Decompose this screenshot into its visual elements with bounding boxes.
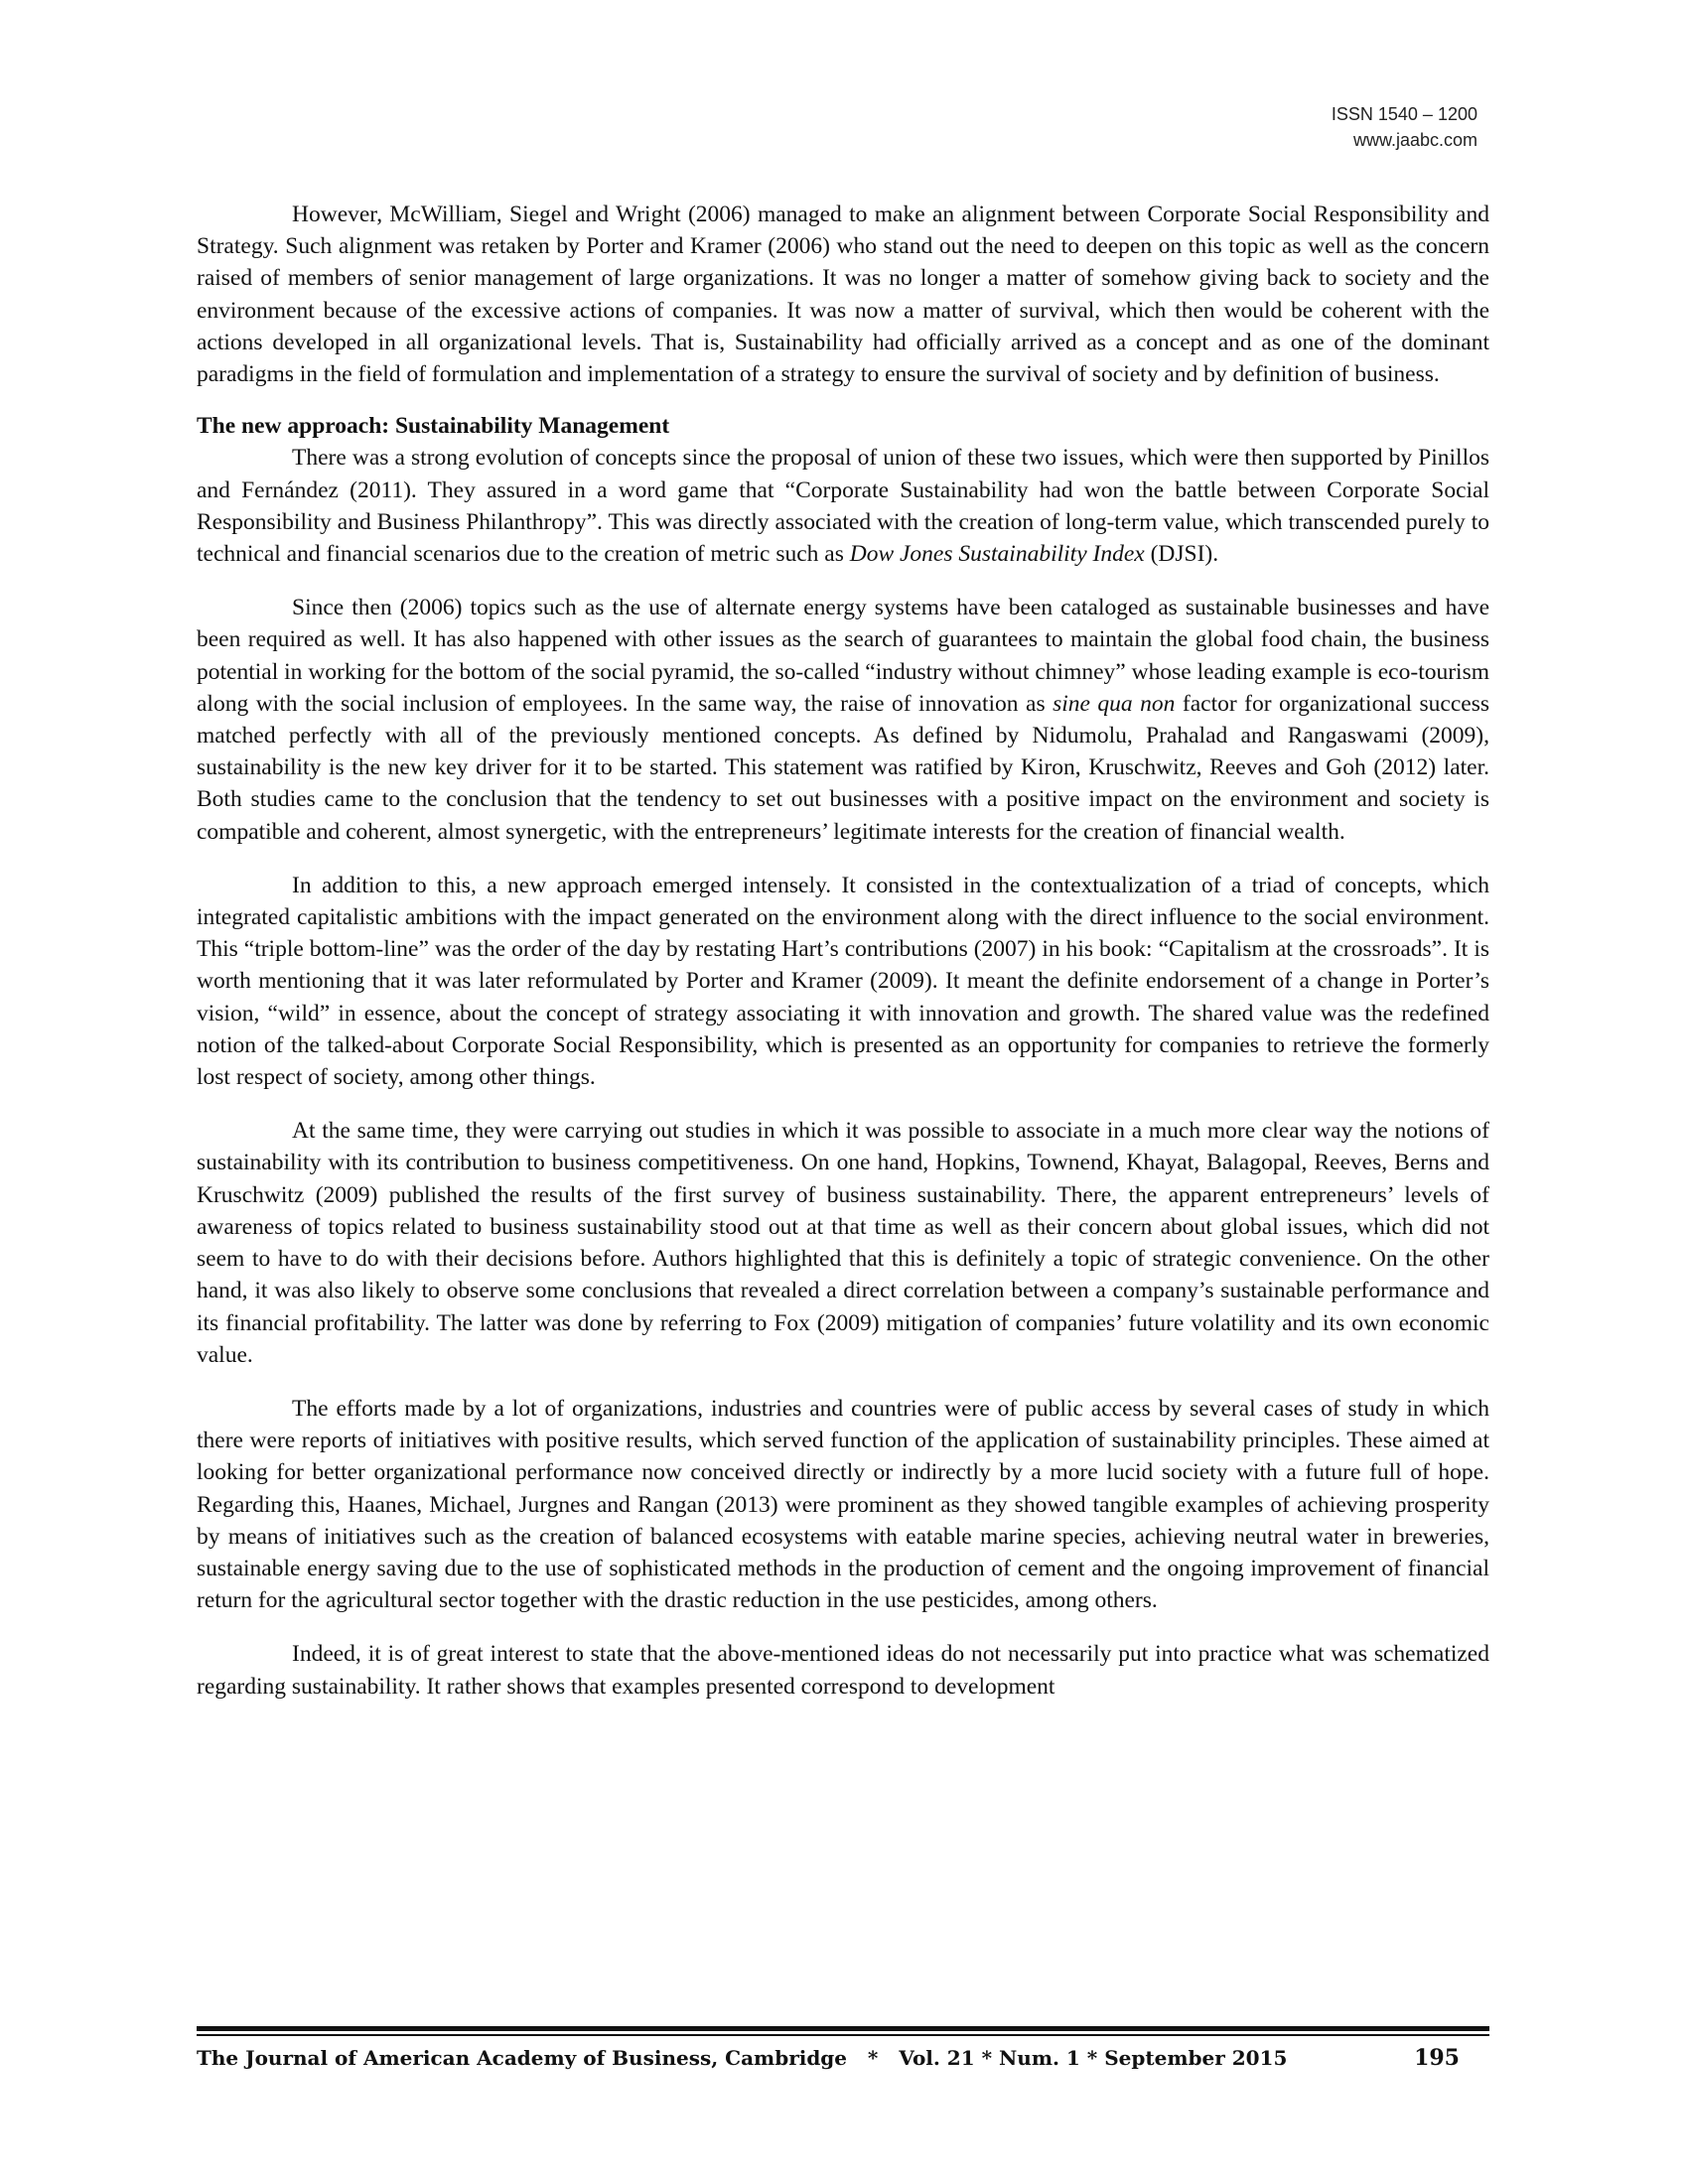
journal-website: www.jaabc.com [1352,130,1477,150]
paragraph-5: At the same time, they were carrying out studies in which it was possible to associate in a much more clear way the notions of sustainability with its contribution to business competitiveness. On one hand, Hopkins, Townend, Khayat, Balagopal, Reeves, Berns and Kruschwitz (2009) published the results of the first survey of business sustainability. There, the apparent entrepreneurs’ levels of awareness of topics related to business sustainability stood out at that time as well as their concern about global issues, which did not seem to have to do with their decisions before. Authors highlighted that this is definitely a topic of strategic convenience. On the other hand, it was also likely to observe some conclusions that revealed a direct correlation between a company’s sustainable performance and its financial profitability. The latter was done by referring to Fox (2009) mitigation of companies’ future volatility and its own economic value. [197,1118,1489,1368]
footer-rule-thick [197,2026,1489,2031]
paragraph-2-text-b: (DJSI). [1144,541,1219,568]
footer-rule-thin [197,2034,1489,2036]
section-heading: The new approach: Sustainability Management [197,413,670,440]
paragraph-2 [197,442,1489,570]
paragraph-3 [197,592,1489,848]
paragraph-3-text-a: Since then (2006) topics such as the use of alternate energy systems have been cataloged as sustainable businesses and have been required as well. It has also happened with other issues as the search of guarantees to maintain the global food chain, the business potential in working for the bottom of the social pyramid, the so-called “industry without chimney” whose leading example is eco-tourism along with the social inclusion of employees. In the same way, the raise of innovation as [197,595,1489,717]
article-body [197,199,1489,1724]
dow-jones-index-term: Dow Jones Sustainability Index [849,541,1145,568]
page-header [1332,101,1477,153]
paragraph-6: The efforts made by a lot of organizations, industries and countries were of public access by several cases of study in which there were reports of initiatives with positive results, which served function of the application of sustainability principles. These aimed at looking for better organizational performance now conceived directly or indirectly by a more lucid society with a future full of hope. Regarding this, Haanes, Michael, Jurgnes and Rangan (2013) were prominent as they showed tangible examples of achieving prosperity by means of initiatives such as the creation of balanced ecosystems with eatable marine species, achieving neutral water in breweries, sustainable energy saving due to the use of sophisticated methods in the production of cement and the ongoing improvement of financial return for the agricultural sector together with the drastic reduction in the use pesticides, among others. [197,1395,1489,1614]
paragraph-7: Indeed, it is of great interest to state that the above-mentioned ideas do not necessarily put into practice what was schematized regarding sustainability. It rather shows that examples presented correspond to development [197,1641,1489,1700]
journal-citation: The Journal of American Academy of Business, Cambridge * Vol. 21 * Num. 1 * September 2015 [197,2046,1288,2070]
issn-label: ISSN 1540 – 1200 [1331,104,1477,124]
paragraph-4: In addition to this, a new approach emerged intensely. It consisted in the contextualization of a triad of concepts, which integrated capitalistic ambitions with the impact generated on the environment along with the direct influence to the social environment. This “triple bottom-line” was the order of the day by restating Hart’s contributions (2007) in his book: “Capitalism at the crossroads”. It is worth mentioning that it was later reformulated by Porter and Kramer (2009). It meant the definite endorsement of a change in Porter’s vision, “wild” in essence, about the concept of strategy associating it with innovation and growth. The shared value was the redefined notion of the talked-about Corporate Social Responsibility, which is presented as an opportunity for companies to retrieve the formerly lost respect of society, among other things. [197,872,1489,1091]
page-number: 195 [1414,2045,1460,2071]
sine-qua-non-term: sine qua non [1053,690,1176,717]
paragraph-1: However, McWilliam, Siegel and Wright (2006) managed to make an alignment between Corporate Social Responsibility and Strategy. Such alignment was retaken by Porter and Kramer (2006) who stand out the need to deepen on this topic as well as the concern raised of members of senior management of large organizations. It was no longer a matter of somehow giving back to society and the environment because of the excessive actions of companies. It was now a matter of survival, which then would be coherent with the actions developed in all organizational levels. That is, Sustainability had officially arrived as a concept and as one of the dominant paradigms in the field of formulation and implementation of a strategy to ensure the survival of society and by definition of business. [197,202,1489,388]
paragraph-3-text-b: factor for organizational success matched perfectly with all of the previously mentioned concepts. As defined by Nidumolu, Prahalad and Rangaswami (2009), sustainability is the new key driver for it to be started. This statement was ratified by Kiron, Kruschwitz, Reeves and Goh (2012) later. Both studies came to the conclusion that the tendency to set out businesses with a positive impact on the environment and society is compatible and coherent, almost synergetic, with the entrepreneurs’ legitimate interests for the creation of financial wealth. [197,690,1489,845]
paragraph-2-text-a: There was a strong evolution of concepts since the proposal of union of these two issues, which were then supported by Pinillos and Fernández (2011). They assured in a word game that “Corporate Sustainability had won the battle between Corporate Social Responsibility and Business Philanthropy”. This was directly associated with the creation of long-term value, which transcended purely to technical and financial scenarios due to the creation of metric such as [197,445,1489,568]
